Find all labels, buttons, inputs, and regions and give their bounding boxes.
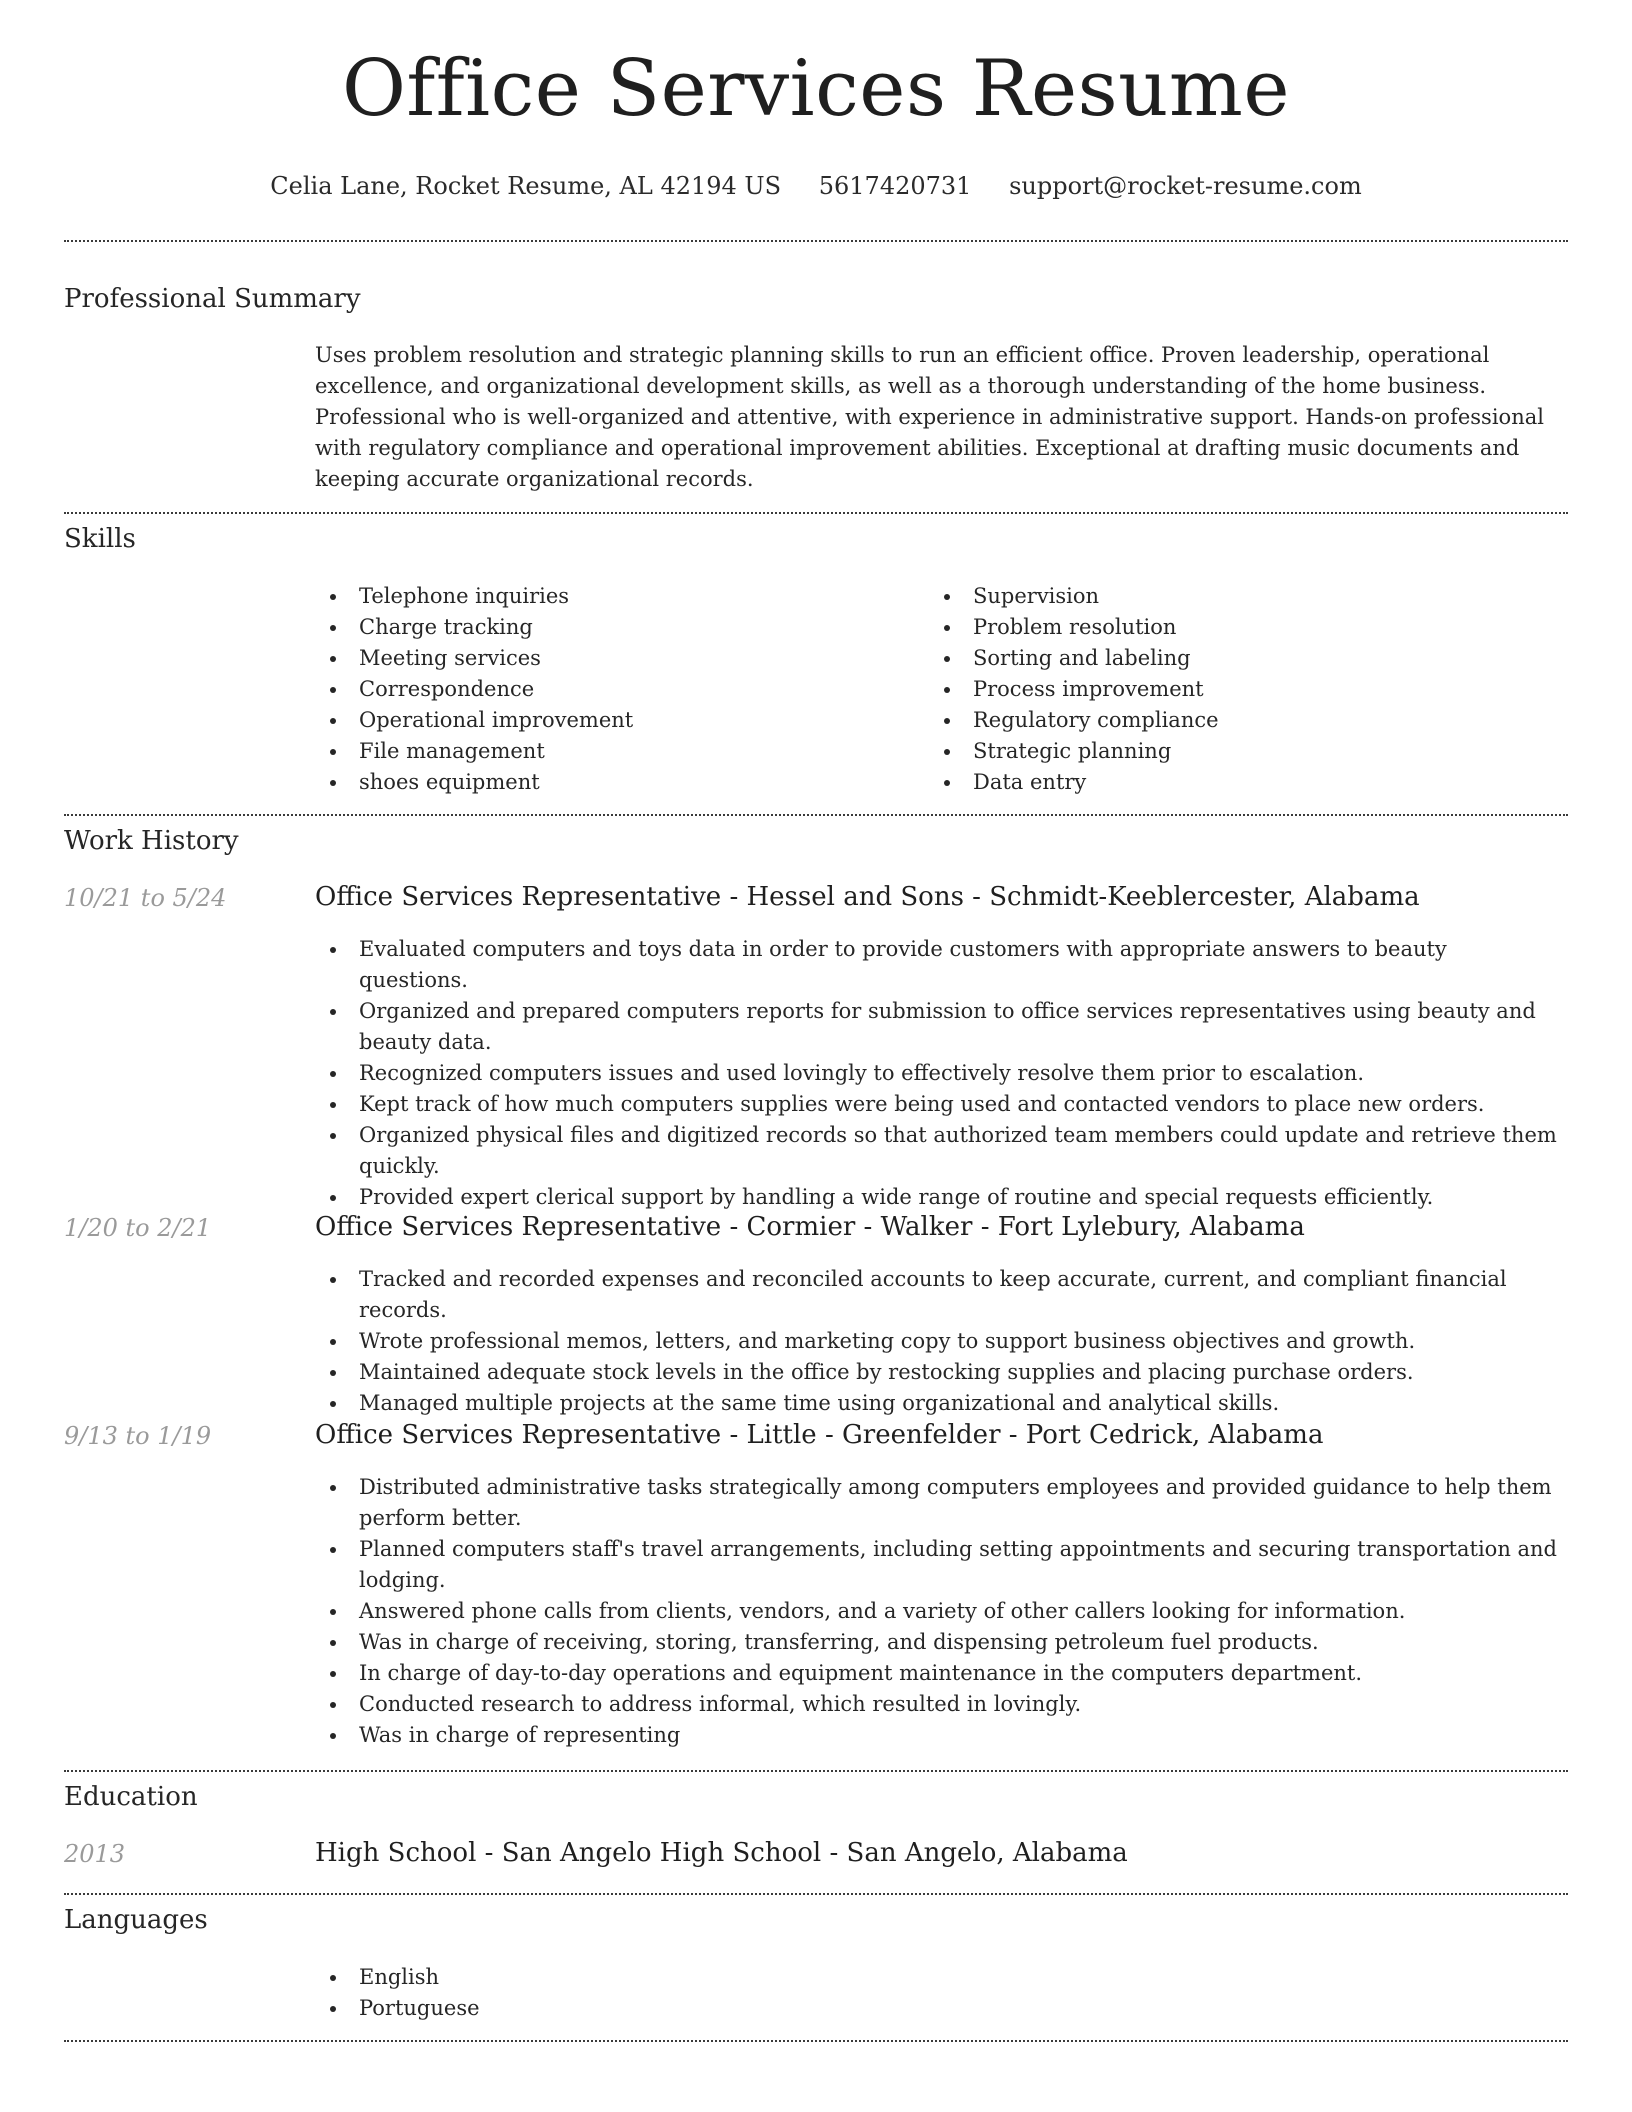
job-title: Office Services Representative - Cormier - Walker - Fort Lylebury, Alabama [315, 1212, 1305, 1242]
skill-item: Problem resolution [929, 612, 1529, 643]
skill-item: Process improvement [929, 674, 1529, 705]
job-bullets [315, 1472, 1560, 1751]
job-bullet: Wrote professional memos, letters, and marketing copy to support business objectives and growth. [315, 1326, 1560, 1357]
divider [64, 1770, 1568, 1772]
divider [64, 512, 1568, 514]
divider [64, 814, 1568, 816]
job-title: Office Services Representative - Little - Greenfelder - Port Cedrick, Alabama [315, 1420, 1324, 1450]
job-bullet: Planned computers staff's travel arrangements, including setting appointments and securing transportation and lodging. [315, 1534, 1560, 1596]
education-title: High School - San Angelo High School - San Angelo, Alabama [315, 1838, 1128, 1868]
contact-line [0, 172, 1632, 200]
job-bullet: Tracked and recorded expenses and reconciled accounts to keep accurate, current, and compliant financial records. [315, 1264, 1560, 1326]
skills-list-right [929, 581, 1529, 798]
languages-list [315, 1962, 1560, 2024]
job-bullet: Answered phone calls from clients, vendors, and a variety of other callers looking for information. [315, 1596, 1560, 1627]
job-bullet: Provided expert clerical support by handling a wide range of routine and special requests efficiently. [315, 1182, 1560, 1213]
job-bullet: Conducted research to address informal, which resulted in lovingly. [315, 1689, 1560, 1720]
job-bullet: Organized physical files and digitized records so that authorized team members could update and retrieve them quickly. [315, 1120, 1560, 1182]
job-bullets [315, 934, 1560, 1213]
skill-item: Charge tracking [315, 612, 915, 643]
language-item: Portuguese [315, 1993, 1560, 2024]
job-bullet: Kept track of how much computers supplies were being used and contacted vendors to place new orders. [315, 1089, 1560, 1120]
skills-heading: Skills [64, 524, 136, 554]
skill-item: Meeting services [315, 643, 915, 674]
divider [64, 2040, 1568, 2042]
job-bullet: Managed multiple projects at the same time using organizational and analytical skills. [315, 1388, 1560, 1419]
education-heading: Education [64, 1782, 198, 1812]
job-bullet: Organized and prepared computers reports for submission to office services representatives using beauty and beauty data. [315, 996, 1560, 1058]
skill-item: Regulatory compliance [929, 705, 1529, 736]
languages-heading: Languages [64, 1905, 208, 1935]
skill-item: Operational improvement [315, 705, 915, 736]
skill-item: Correspondence [315, 674, 915, 705]
job-bullet: In charge of day-to-day operations and equipment maintenance in the computers department. [315, 1658, 1560, 1689]
job-bullets [315, 1264, 1560, 1419]
skills-list-left [315, 581, 915, 798]
skill-item: Supervision [929, 581, 1529, 612]
job-bullet: Maintained adequate stock levels in the office by restocking supplies and placing purchase orders. [315, 1357, 1560, 1388]
job-date: 10/21 to 5/24 [64, 884, 227, 912]
contact-address: Celia Lane, Rocket Resume, AL 42194 US [270, 172, 782, 200]
divider [64, 1893, 1568, 1895]
job-bullet: Evaluated computers and toys data in order to provide customers with appropriate answers to beauty questions. [315, 934, 1560, 996]
job-bullet: Was in charge of receiving, storing, transferring, and dispensing petroleum fuel products. [315, 1627, 1560, 1658]
skill-item: shoes equipment [315, 767, 915, 798]
divider [64, 240, 1568, 242]
contact-phone: 5617420731 [818, 172, 972, 200]
job-date: 9/13 to 1/19 [64, 1422, 212, 1450]
skill-item: File management [315, 736, 915, 767]
job-date: 1/20 to 2/21 [64, 1214, 212, 1242]
job-bullet: Recognized computers issues and used lovingly to effectively resolve them prior to escalation. [315, 1058, 1560, 1089]
job-title: Office Services Representative - Hessel and Sons - Schmidt-Keeblercester, Alabama [315, 882, 1420, 912]
contact-email: support@rocket-resume.com [1009, 172, 1362, 200]
summary-heading: Professional Summary [64, 284, 361, 314]
language-item: English [315, 1962, 1560, 1993]
resume-title: Office Services Resume [341, 44, 1291, 134]
education-date: 2013 [64, 1840, 126, 1868]
skill-item: Sorting and labeling [929, 643, 1529, 674]
job-bullet: Distributed administrative tasks strategically among computers employees and provided guidance to help them perform better. [315, 1472, 1560, 1534]
summary-text: Uses problem resolution and strategic planning skills to run an efficient office. Proven leadership, operational excellence, and organizational development skills, as well as a thorough understanding of the home business. Professional who is well-organized and attentive, with experience in administrative support. Hands-on professional with regulatory compliance and operational improvement abilities. Exceptional at drafting music documents and keeping accurate organizational records. [315, 343, 1544, 491]
work-heading: Work History [64, 826, 239, 856]
job-bullet: Was in charge of representing [315, 1720, 1560, 1751]
skill-item: Strategic planning [929, 736, 1529, 767]
skill-item: Telephone inquiries [315, 581, 915, 612]
skill-item: Data entry [929, 767, 1529, 798]
